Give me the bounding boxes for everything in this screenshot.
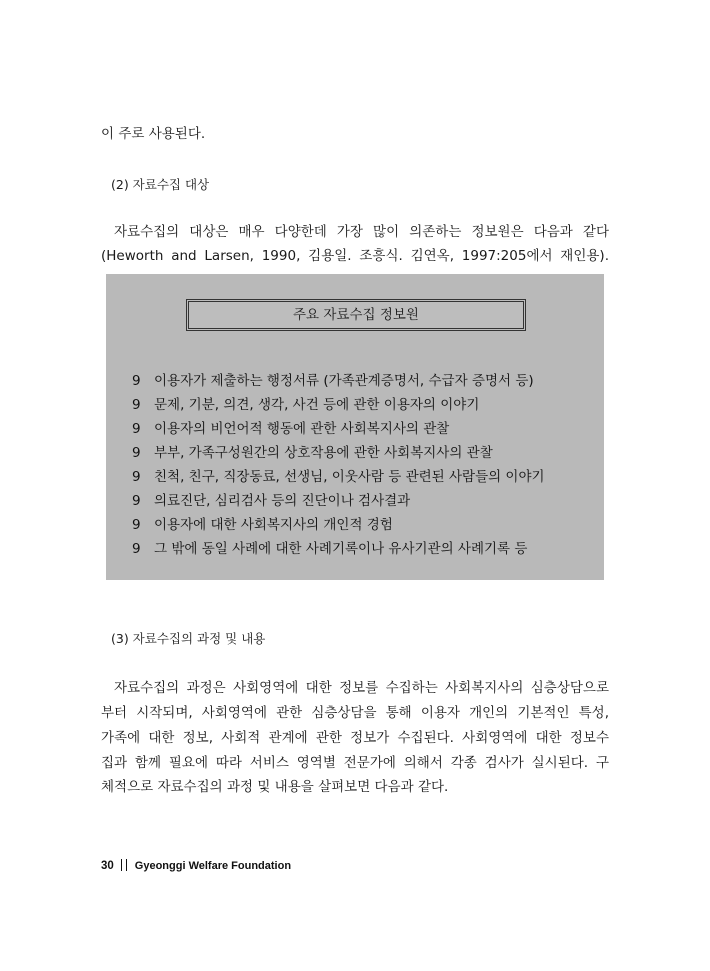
source-item [132,395,479,415]
intro-line: 이 주로 사용된다. [101,126,206,142]
section-3-paragraph-line-1: 자료수집의 과정은 사회영역에 대한 정보를 수집하는 사회복지사의 심층상담으로 [114,680,609,696]
footer-organization: Gyeonggi Welfare Foundation [134,860,292,872]
section-3-paragraph-line-2: 부터 시작되며, 사회영역에 관한 심층상담을 통해 이용자 개인의 기본적인 특성, [101,705,609,721]
source-item [132,419,449,439]
bullet-marker: 9 [132,421,141,437]
sources-box-title: 주요 자료수집 정보원 [186,299,526,331]
section-2-heading: (2) 자료수집 대상 [111,177,210,192]
source-item [132,467,545,487]
page-number: 30 [101,860,114,872]
bullet-marker: 9 [132,397,141,413]
source-item [132,443,493,463]
source-item-text: 이용자의 비언어적 행동에 관한 사회복지사의 관찰 [154,421,450,437]
bullet-marker: 9 [132,493,141,509]
source-item-text: 부부, 가족구성원간의 상호작용에 관한 사회복지사의 관찰 [154,445,493,461]
source-item-text: 친척, 친구, 직장동료, 선생님, 이웃사람 등 관련된 사람들의 이야기 [154,469,545,485]
section-2-paragraph-line-1: 자료수집의 대상은 매우 다양한데 가장 많이 의존하는 정보원은 다음과 같다 [114,224,609,240]
bullet-marker: 9 [132,541,141,557]
bullet-marker: 9 [132,373,141,389]
section-3-heading: (3) 자료수집의 과정 및 내용 [111,631,266,646]
section-3-paragraph-line-3: 가족에 대한 정보, 사회적 관계에 관한 정보가 수집된다. 사회영역에 대한 정보수 [101,730,609,746]
source-item-text: 문제, 기분, 의견, 생각, 사건 등에 관한 이용자의 이야기 [154,397,480,413]
section-3-paragraph-line-5: 체적으로 자료수집의 과정 및 내용을 살펴보면 다음과 같다. [101,779,449,795]
source-item-text: 의료진단, 심리검사 등의 진단이나 검사결과 [154,493,411,509]
source-item-text: 이용자가 제출하는 행정서류 (가족관계증명서, 수급자 증명서 등) [154,373,534,389]
source-item [132,371,534,391]
section-3-paragraph-line-4: 집과 함께 필요에 따라 서비스 영역별 전문가에 의해서 각종 검사가 실시된다. 구 [101,755,609,771]
source-item-text: 그 밖에 동일 사례에 대한 사례기록이나 유사기관의 사례기록 등 [154,541,528,557]
source-item [132,515,393,535]
section-2-paragraph-line-2: (Heworth and Larsen, 1990, 김용일. 조흥식. 김연옥, 1997:205에서 재인용). [101,248,609,264]
sources-box [106,274,604,580]
source-item-text: 이용자에 대한 사회복지사의 개인적 경험 [154,517,393,533]
bullet-marker: 9 [132,445,141,461]
bullet-marker: 9 [132,469,141,485]
page-footer [101,857,291,875]
footer-separator [121,859,127,871]
source-item [132,491,410,511]
bullet-marker: 9 [132,517,141,533]
source-item [132,539,527,559]
